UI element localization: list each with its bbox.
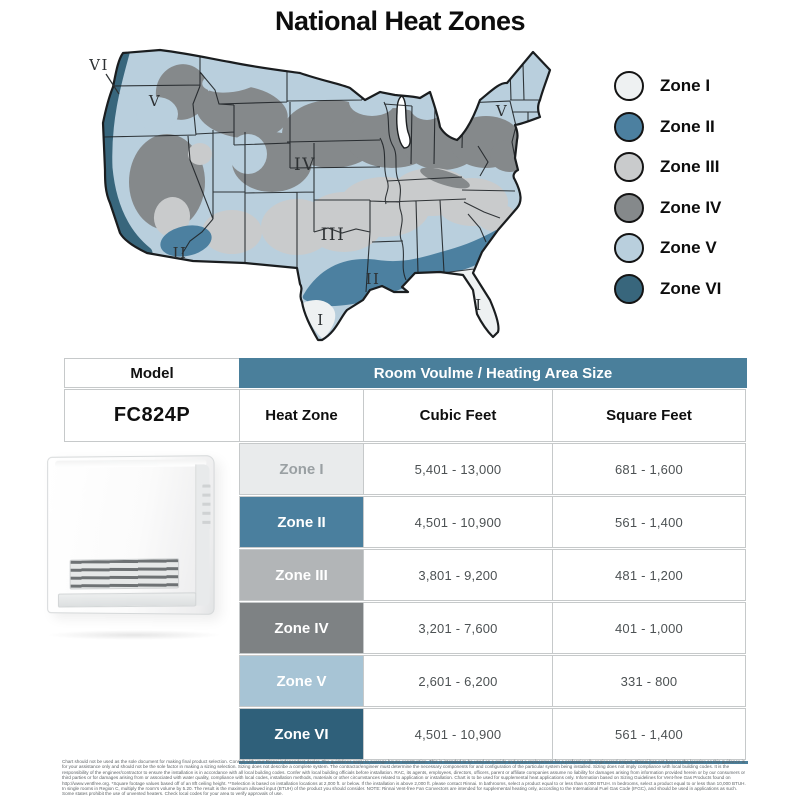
map-label-i-fl: I: [475, 296, 483, 314]
legend-item-zone-5: [614, 228, 784, 269]
column-header-heat-zone: Heat Zone: [239, 389, 364, 442]
zone-4-swatch-icon: [614, 193, 644, 223]
legend-item-zone-6: [614, 269, 784, 310]
column-header-cubic-feet: Cubic Feet: [363, 389, 553, 442]
map-label-ii-az: II: [172, 244, 188, 262]
us-map-svg: [82, 42, 552, 354]
zone-label-cell: Zone V: [239, 655, 364, 707]
legend-label: Zone III: [660, 157, 720, 177]
disclaimer-text: Chart should not be used as the sole document for making final product selection. Consult with your Rinnai independent dealer. The guidelines apply to average house construction. This is intended to be used as a guide and not a replacement for a professionally engineered project. Rinnai has not been to the location so this guidance is for your assistance only and should not be the sole factor in making a sizing selection. Sizing does not describe a complete system. The contractor/engineer must determine the necessary components for and configuration of the particular system being installed. Sizing does not imply compliance with local building codes. It is the responsibility of the engineer/contractor to ensure the installation is in accordance with all local building codes. Confer with local building officials before installation. RAC, its agents, employees, directors, officers, parent or affiliate companies assume no liability for damages arising from information provided herein or by our consumers or third parties or for damages arising from or associated with water quality, compliance with local codes, installation methods, materials or other circumstances related to application or installation. Chart is to be used for supplemental heat applications only. Information based on Sizing Guidelines for Vent-free Gas Products found on http://www.ventfree.org. *Square footage values based off of an 8ft ceiling height. **Selection is based on installation locations at 2,000 ft. or below. If the installation is above 2,000 ft. please contact Rinnai. In bathrooms, select a product equal to or less than 6,000 BTUH. In bedrooms, select a product equal to or less than 10,000 BTUH. In single rooms in Region C, multiply the room's volume by 5.20. The result is the maximum allowed input (BTUH) of the product you should consider. NOTE: Rinnai Vent-free Fan Convectors are intended for supplemental heating only, according to the International Fuel Gas Code (IFGC), and should be used in applications as such. Some states prohibit the use of unvented heaters. Check local codes for your area to verify approvals of use.: [62, 759, 746, 797]
heat-zone-map: [82, 42, 552, 354]
legend-item-zone-3: [614, 147, 784, 188]
legend-label: Zone IV: [660, 197, 722, 217]
legend-label: Zone VI: [660, 278, 722, 298]
product-image: [34, 446, 230, 642]
square-feet-cell: 401 - 1,000: [552, 602, 746, 654]
legend-label: Zone V: [660, 238, 717, 258]
page-title: National Heat Zones: [274, 6, 526, 36]
map-label-ii-la: II: [365, 270, 381, 288]
cubic-feet-cell: 5,401 - 13,000: [363, 443, 553, 495]
cubic-feet-cell: 2,601 - 6,200: [363, 655, 553, 707]
map-label-vi: VI: [89, 56, 109, 74]
square-feet-cell: 561 - 1,400: [552, 708, 746, 760]
zone-legend: [614, 66, 784, 309]
zone-6-swatch-icon: [614, 274, 644, 304]
group-header-cell: Room Voulme / Heating Area Size: [239, 358, 747, 388]
zone-label-cell: Zone III: [239, 549, 364, 601]
legend-item-zone-4: [614, 188, 784, 229]
square-feet-cell: 681 - 1,600: [552, 443, 746, 495]
legend-label: Zone II: [660, 116, 715, 136]
map-label-v-west: V: [148, 92, 162, 110]
map-label-i-tx: I: [317, 311, 325, 329]
zone-label-cell: Zone IV: [239, 602, 364, 654]
zone-label-cell: Zone I: [239, 443, 364, 495]
square-feet-cell: 481 - 1,200: [552, 549, 746, 601]
zone-1-swatch-icon: [614, 71, 644, 101]
heater-body: [47, 455, 214, 615]
map-label-v-east: V: [495, 102, 509, 120]
zone-5-swatch-icon: [614, 233, 644, 263]
table-row-zone-6: [64, 708, 748, 760]
model-header-cell: Model: [64, 358, 240, 388]
model-value-cell: FC824P: [64, 389, 240, 442]
heater-top-edge: [55, 459, 207, 467]
product-shadow: [46, 630, 222, 640]
square-feet-cell: 331 - 800: [552, 655, 746, 707]
heater-base: [58, 592, 197, 607]
heater-control-strip: [202, 484, 210, 528]
heater-vent-grille: [69, 558, 178, 589]
cubic-feet-cell: 4,501 - 10,900: [363, 708, 553, 760]
cubic-feet-cell: 3,801 - 9,200: [363, 549, 553, 601]
map-label-iv: IV: [294, 155, 316, 175]
square-feet-cell: 561 - 1,400: [552, 496, 746, 548]
zone-2-swatch-icon: [614, 112, 644, 142]
zone-3-swatch-icon: [614, 152, 644, 182]
table-subheader-row: [64, 389, 748, 442]
legend-label: Zone I: [660, 76, 711, 96]
zone-label-cell: Zone VI: [239, 708, 364, 760]
zone-label-cell: Zone II: [239, 496, 364, 548]
table-header-row: [64, 358, 748, 388]
map-label-iii: III: [320, 225, 346, 245]
legend-item-zone-2: [614, 107, 784, 148]
cubic-feet-cell: 3,201 - 7,600: [363, 602, 553, 654]
table-row-zone-5: [64, 655, 748, 707]
column-header-square-feet: Square Feet: [552, 389, 746, 442]
legend-item-zone-1: [614, 66, 784, 107]
cubic-feet-cell: 4,501 - 10,900: [363, 496, 553, 548]
